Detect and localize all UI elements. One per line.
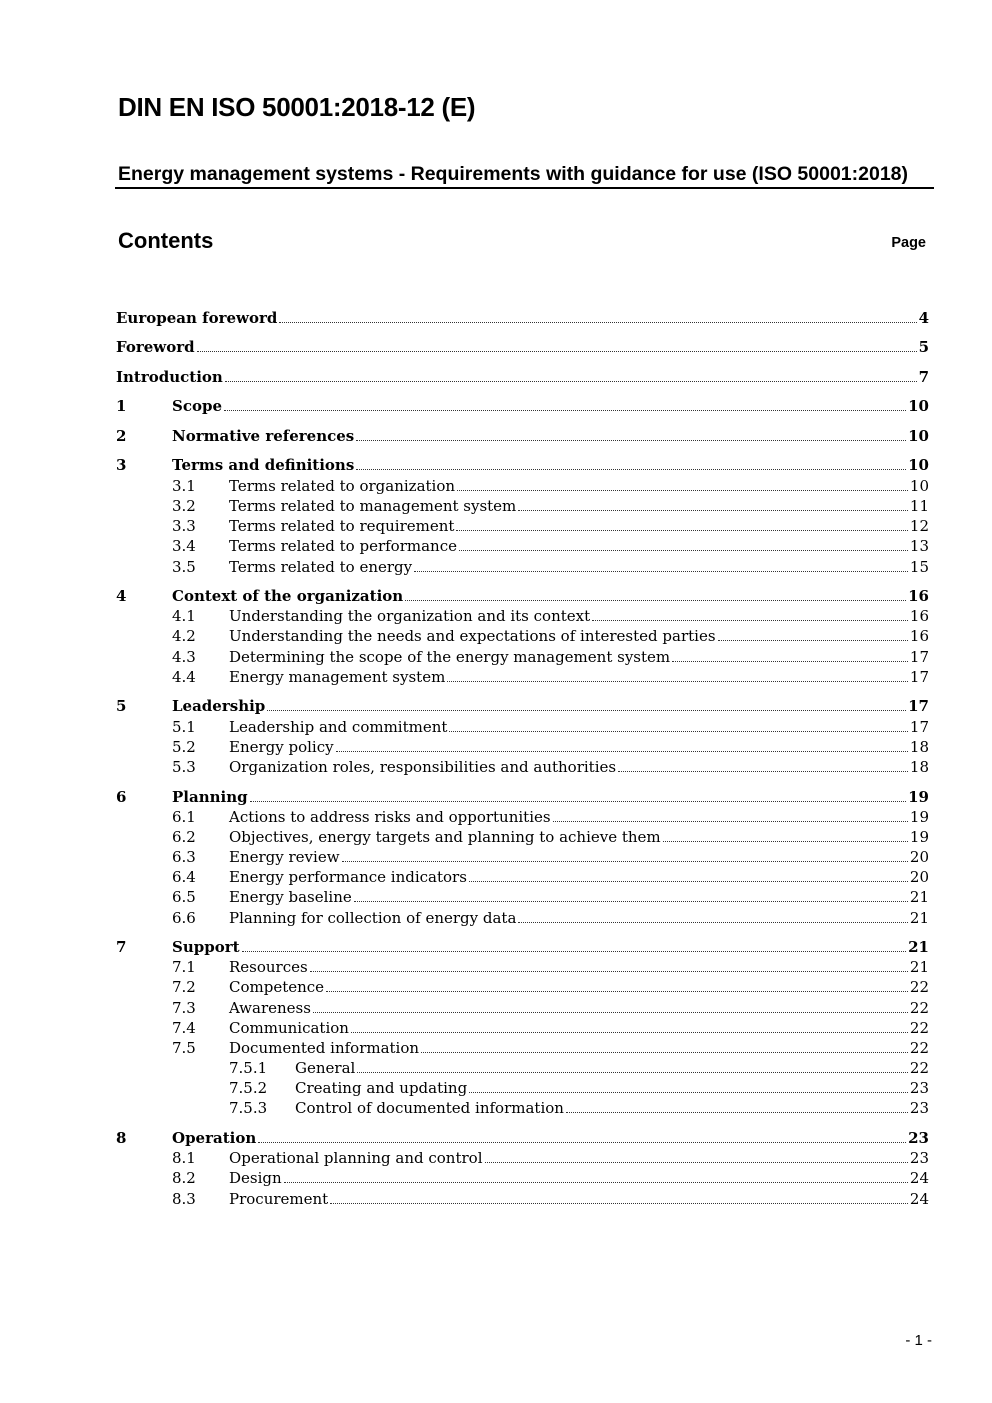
- dot-leader: [553, 820, 908, 822]
- toc-entry-page: 21: [909, 909, 929, 927]
- toc-entry-number: 6.6: [172, 909, 196, 927]
- toc-entry-label: Leadership and commitment: [229, 718, 448, 736]
- page-column-label: Page: [891, 235, 926, 251]
- toc-entry-number: 7.3: [172, 999, 196, 1017]
- dot-leader: [469, 1091, 908, 1093]
- toc-entry[interactable]: [116, 807, 929, 827]
- toc-entry-number: 6.4: [172, 868, 196, 886]
- toc-entry[interactable]: [116, 455, 929, 475]
- toc-entry[interactable]: [116, 867, 929, 887]
- toc-entry-number: 5.3: [172, 758, 196, 776]
- dot-leader: [518, 509, 908, 511]
- toc-entry-number: 4.3: [172, 648, 196, 666]
- toc-entry[interactable]: [116, 757, 929, 777]
- toc-entry-number: 7: [116, 938, 127, 956]
- dot-leader: [310, 970, 908, 972]
- toc-entry-page: 17: [909, 648, 929, 666]
- dot-leader: [357, 1071, 908, 1073]
- toc-entry[interactable]: [116, 626, 929, 646]
- toc-entry[interactable]: [116, 1018, 929, 1038]
- dot-leader: [449, 730, 907, 732]
- toc-entry-label: Energy performance indicators: [229, 868, 467, 886]
- dot-leader: [592, 619, 908, 621]
- toc-entry-label: Procurement: [229, 1190, 329, 1208]
- toc-entry-label: Terms related to performance: [229, 537, 457, 555]
- toc-entry-page: 20: [909, 848, 929, 866]
- dot-leader: [663, 840, 908, 842]
- toc-entry-page: 10: [908, 456, 929, 474]
- toc-entry[interactable]: [116, 337, 929, 357]
- dot-leader: [354, 900, 908, 902]
- toc-entry-number: 5.2: [172, 738, 196, 756]
- toc-entry-page: 21: [909, 888, 929, 906]
- toc-entry-page: 16: [909, 607, 929, 625]
- toc-entry-number: 6.2: [172, 828, 196, 846]
- toc-entry[interactable]: [116, 557, 929, 577]
- toc-entry[interactable]: [116, 847, 929, 867]
- toc-entry-label: Leadership: [172, 697, 266, 715]
- toc-entry-label: Operation: [172, 1129, 257, 1147]
- toc-entry-number: 3.5: [172, 558, 196, 576]
- contents-heading: Contents: [118, 228, 214, 253]
- toc-entry-label: Terms related to energy: [229, 558, 413, 576]
- dot-leader: [250, 800, 907, 802]
- toc-entry-page: 7: [918, 368, 929, 386]
- toc-entry-number: 7.5.2: [229, 1079, 268, 1097]
- toc-entry-page: 24: [909, 1169, 929, 1187]
- toc-entry-number: 8.3: [172, 1190, 196, 1208]
- dot-leader: [518, 921, 908, 923]
- toc-entry-page: 21: [909, 958, 929, 976]
- toc-entry-label: Objectives, energy targets and planning to achieve them: [229, 828, 661, 846]
- toc-entry-page: 12: [909, 517, 929, 535]
- toc-entry-page: 20: [909, 868, 929, 886]
- toc-entry[interactable]: [116, 308, 929, 328]
- toc-entry-label: Awareness: [229, 999, 311, 1017]
- toc-entry[interactable]: [116, 1189, 929, 1209]
- toc-entry-label: Resources: [229, 958, 308, 976]
- toc-entry-number: 4: [116, 587, 127, 605]
- footer-page-number: - 1 -: [905, 1332, 932, 1349]
- toc-entry-page: 5: [918, 338, 929, 356]
- toc-entry-page: 21: [908, 938, 929, 956]
- toc-entry-label: Planning for collection of energy data: [229, 909, 517, 927]
- toc-entry-number: 6.3: [172, 848, 196, 866]
- toc-entry-label: Determining the scope of the energy management system: [229, 648, 671, 666]
- toc-entry-page: 16: [908, 587, 929, 605]
- toc-entry-label: Design: [229, 1169, 282, 1187]
- toc-entry-label: Energy review: [229, 848, 340, 866]
- toc-entry[interactable]: [116, 937, 929, 957]
- dot-leader: [284, 1181, 908, 1183]
- toc-entry[interactable]: [116, 1168, 929, 1188]
- toc-entry[interactable]: [116, 887, 929, 907]
- toc-entry[interactable]: [116, 1078, 929, 1098]
- dot-leader: [197, 350, 917, 352]
- toc-entry-number: 8.2: [172, 1169, 196, 1187]
- toc-entry-number: 6: [116, 788, 127, 806]
- toc-entry[interactable]: [116, 717, 929, 737]
- toc-entry-page: 10: [908, 427, 929, 445]
- dot-leader: [459, 549, 908, 551]
- dot-leader: [356, 439, 906, 441]
- toc-entry-page: 19: [909, 828, 929, 846]
- dot-leader: [356, 468, 906, 470]
- toc-entry[interactable]: [116, 516, 929, 536]
- toc-entry-label: Control of documented information: [295, 1099, 564, 1117]
- toc-entry-page: 22: [909, 999, 929, 1017]
- dot-leader: [267, 709, 906, 711]
- toc-entry-label: Energy baseline: [229, 888, 352, 906]
- toc-entry[interactable]: [116, 1098, 929, 1118]
- toc-entry-page: 4: [918, 309, 929, 327]
- toc-entry-label: Planning: [172, 788, 248, 806]
- toc-entry-number: 6.1: [172, 808, 196, 826]
- toc-entry[interactable]: [116, 737, 929, 757]
- dot-leader: [414, 570, 908, 572]
- dot-leader: [330, 1202, 908, 1204]
- toc-entry[interactable]: [116, 1058, 929, 1078]
- toc-entry-number: 3: [116, 456, 127, 474]
- toc-entry-label: Creating and updating: [295, 1079, 468, 1097]
- dot-leader: [456, 529, 907, 531]
- toc-entry-number: 5.1: [172, 718, 196, 736]
- toc-entry[interactable]: [116, 426, 929, 446]
- toc-entry-page: 23: [909, 1099, 929, 1117]
- toc-entry[interactable]: [116, 827, 929, 847]
- toc-entry-number: 3.3: [172, 517, 196, 535]
- toc-entry-page: 18: [909, 758, 929, 776]
- toc-entry-number: 7.5.3: [229, 1099, 268, 1117]
- toc-entry-page: 16: [909, 627, 929, 645]
- toc-entry-label: Energy management system: [229, 668, 446, 686]
- toc-entry-label: Terms related to management system: [229, 497, 517, 515]
- dot-leader: [618, 770, 908, 772]
- toc-entry[interactable]: [116, 536, 929, 556]
- toc-entry[interactable]: [116, 977, 929, 997]
- toc-entry-page: 17: [909, 668, 929, 686]
- toc-entry-number: 4.2: [172, 627, 196, 645]
- dot-leader: [718, 639, 908, 641]
- toc-entry-page: 22: [909, 1019, 929, 1037]
- toc-entry-number: 2: [116, 427, 127, 445]
- toc-entry-number: 8.1: [172, 1149, 196, 1167]
- toc-entry-label: Terms related to requirement: [229, 517, 455, 535]
- toc-entry-label: Support: [172, 938, 240, 956]
- dot-leader: [469, 880, 908, 882]
- toc-entry-number: 1: [116, 397, 127, 415]
- toc-entry[interactable]: [116, 787, 929, 807]
- toc-entry-page: 23: [909, 1149, 929, 1167]
- title-divider: [115, 187, 934, 189]
- toc-entry-page: 18: [909, 738, 929, 756]
- dot-leader: [351, 1031, 908, 1033]
- toc-entry-label: Terms and definitions: [172, 456, 355, 474]
- document-subtitle: Energy management systems - Requirements with guidance for use (ISO 50001:2018): [118, 163, 909, 185]
- toc-entry[interactable]: [116, 998, 929, 1018]
- toc-entry-label: Scope: [172, 397, 223, 415]
- toc-entry-number: 6.5: [172, 888, 196, 906]
- toc-entry[interactable]: [116, 586, 929, 606]
- toc-entry-label: Normative references: [172, 427, 355, 445]
- toc-entry-number: 3.4: [172, 537, 196, 555]
- dot-leader: [672, 660, 908, 662]
- toc-entry-number: 3.1: [172, 477, 196, 495]
- toc-entry-page: 11: [909, 497, 929, 515]
- toc-entry[interactable]: [116, 647, 929, 667]
- toc-entry-page: 24: [909, 1190, 929, 1208]
- toc-entry-label: General: [295, 1059, 356, 1077]
- toc-entry-label: Operational planning and control: [229, 1149, 483, 1167]
- toc-entry[interactable]: [116, 496, 929, 516]
- toc-entry-label: Understanding the needs and expectations of interested parties: [229, 627, 716, 645]
- toc-entry-number: 7.5.1: [229, 1059, 268, 1077]
- toc-entry-number: 4.4: [172, 668, 196, 686]
- toc-entry[interactable]: [116, 667, 929, 687]
- toc-entry-page: 22: [909, 1039, 929, 1057]
- toc-entry[interactable]: [116, 476, 929, 496]
- dot-leader: [258, 1141, 906, 1143]
- toc-entry[interactable]: [116, 1038, 929, 1058]
- toc-entry-number: 7.2: [172, 978, 196, 996]
- toc-entry[interactable]: [116, 957, 929, 977]
- toc-entry[interactable]: [116, 367, 929, 387]
- toc-entry-number: 7.4: [172, 1019, 196, 1037]
- dot-leader: [242, 950, 907, 952]
- toc-entry-page: 10: [909, 477, 929, 495]
- dot-leader: [405, 599, 906, 601]
- dot-leader: [326, 990, 908, 992]
- toc-entry-page: 15: [909, 558, 929, 576]
- toc-entry-page: 13: [909, 537, 929, 555]
- toc-entry-label: Foreword: [116, 338, 195, 356]
- dot-leader: [457, 489, 908, 491]
- toc-entry-number: 8: [116, 1129, 127, 1147]
- toc-entry-page: 10: [908, 397, 929, 415]
- toc-entry-label: Organization roles, responsibilities and authorities: [229, 758, 617, 776]
- dot-leader: [225, 380, 917, 382]
- toc-entry-page: 23: [908, 1129, 929, 1147]
- dot-leader: [566, 1111, 908, 1113]
- toc-entry-page: 22: [909, 978, 929, 996]
- toc-entry-label: Terms related to organization: [229, 477, 456, 495]
- toc-entry-page: 23: [909, 1079, 929, 1097]
- toc-entry-label: Competence: [229, 978, 325, 996]
- toc-entry-number: 4.1: [172, 607, 196, 625]
- toc-entry[interactable]: [116, 396, 929, 416]
- toc-entry-label: Understanding the organization and its context: [229, 607, 591, 625]
- toc-entry-number: 7.1: [172, 958, 196, 976]
- toc-entry[interactable]: [116, 606, 929, 626]
- dot-leader: [279, 321, 916, 323]
- toc-entry-page: 22: [909, 1059, 929, 1077]
- toc-entry[interactable]: [116, 1128, 929, 1148]
- dot-leader: [336, 750, 908, 752]
- toc-entry-page: 17: [909, 718, 929, 736]
- toc-entry-label: European foreword: [116, 309, 278, 327]
- toc-entry-number: 3.2: [172, 497, 196, 515]
- toc-entry-page: 19: [908, 788, 929, 806]
- toc-entry-label: Documented information: [229, 1039, 420, 1057]
- dot-leader: [421, 1051, 908, 1053]
- toc-entry-number: 5: [116, 697, 127, 715]
- toc-entry[interactable]: [116, 1148, 929, 1168]
- dot-leader: [313, 1011, 908, 1013]
- toc-entry-number: 7.5: [172, 1039, 196, 1057]
- document-title: DIN EN ISO 50001:2018-12 (E): [118, 92, 476, 122]
- dot-leader: [342, 860, 908, 862]
- toc-entry-page: 17: [908, 697, 929, 715]
- toc-entry-label: Energy policy: [229, 738, 334, 756]
- toc-entry-label: Introduction: [116, 368, 223, 386]
- dot-leader: [224, 409, 906, 411]
- toc-entry[interactable]: [116, 696, 929, 716]
- toc-entry-label: Actions to address risks and opportunities: [229, 808, 551, 826]
- toc-entry-label: Communication: [229, 1019, 349, 1037]
- toc-entry[interactable]: [116, 908, 929, 928]
- dot-leader: [447, 680, 908, 682]
- toc-entry-label: Context of the organization: [172, 587, 404, 605]
- toc-entry-page: 19: [909, 808, 929, 826]
- dot-leader: [485, 1161, 908, 1163]
